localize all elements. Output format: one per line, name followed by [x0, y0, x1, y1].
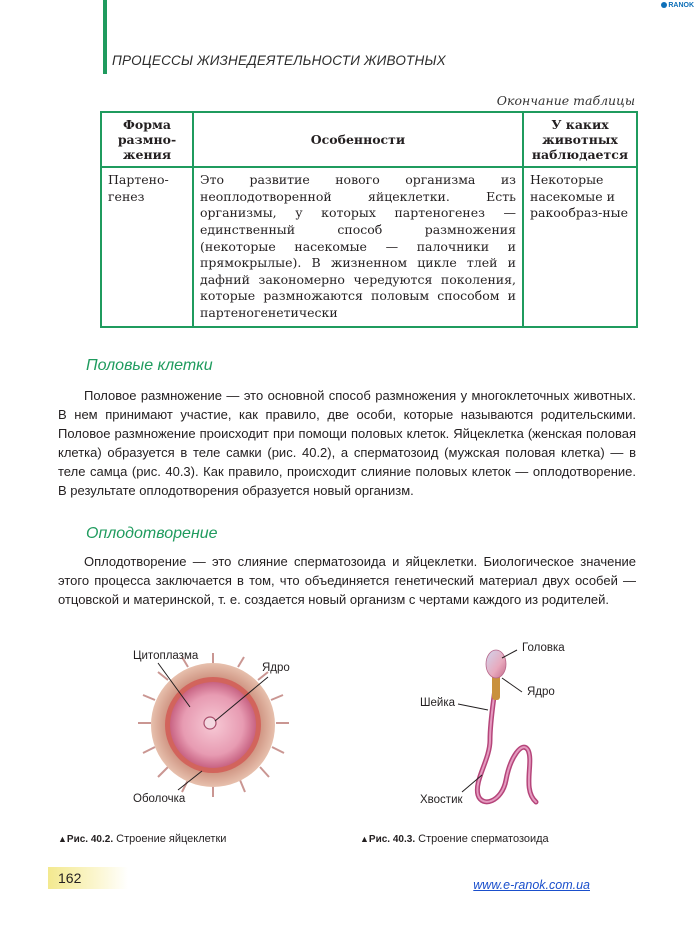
- section-heading-fertilization: Оплодотворение: [86, 525, 218, 542]
- label-sperm-nucleus: Ядро: [527, 686, 555, 698]
- footer-url-link[interactable]: www.e-ranok.com.ua: [473, 878, 590, 892]
- table-row: [101, 167, 637, 327]
- table-caption: Окончание таблицы: [496, 93, 635, 108]
- sperm-cell-illustration: [410, 640, 560, 820]
- head: [486, 650, 506, 678]
- label-tail: Хвостик: [420, 794, 463, 806]
- section-heading-sex-cells: Половые клетки: [86, 357, 213, 374]
- header-accent-bar: [103, 0, 107, 74]
- cell-form: Партено-генез: [101, 167, 193, 327]
- cell-features: Это развитие нового организма из неоплодотворенной яйцеклетки. Есть организмы, у которых партеногенез — единственный способ размножения (некоторые насекомые — палочники и прямокрылые). В жизненном цикле тлей и дафний закономерно чередуются поколения, которые размножаются половым способом и партеногенетически: [193, 167, 523, 327]
- publisher-logo: RANOK: [661, 2, 694, 9]
- label-membrane: Оболочка: [133, 793, 186, 805]
- label-head: Головка: [522, 642, 565, 654]
- label-egg-nucleus: Ядро: [262, 662, 290, 674]
- paragraph-sex-cells: Половое размножение — это основной способ размножения у многоклеточных животных. В нем принимают участие, как правило, две особи, которые называются родительскими. Половое размножение происходит при помощи половых клеток. Яйцеклетка (женская половая клетка) образуется в теле самки (рис. 40.2), а сперматозоид (мужская половая клетка) — в теле самца (рис. 40.3). Как правило, происходит слияние половых клеток — оплодотворение. В результате оплодотворения образуется новый организм.: [58, 388, 636, 498]
- header-features: Особенности: [193, 112, 523, 167]
- figure-caption-sperm: ▲Рис. 40.3. Строение сперматозоида: [360, 833, 549, 845]
- table-header-row: [101, 112, 637, 167]
- cell-animals: Некоторые насекомые и ракообраз-ные: [523, 167, 637, 327]
- running-header: ПРОЦЕССЫ ЖИЗНЕДЕЯТЕЛЬНОСТИ ЖИВОТНЫХ: [112, 53, 446, 68]
- header-form: Форма размно-жения: [101, 112, 193, 167]
- label-neck: Шейка: [420, 697, 456, 709]
- logo-icon: [661, 2, 667, 8]
- tail: [477, 680, 536, 802]
- caption-triangle-icon: ▲: [360, 834, 369, 844]
- reproduction-table: [100, 111, 638, 328]
- page-number: 162: [48, 867, 128, 889]
- caption-triangle-icon: ▲: [58, 834, 67, 844]
- label-cytoplasm: Цитоплазма: [133, 650, 199, 662]
- header-animals: У каких животных наблюдается: [523, 112, 637, 167]
- nucleus: [204, 717, 216, 729]
- paragraph-fertilization: Оплодотворение — это слияние сперматозоида и яйцеклетки. Биологическое значение этого процесса заключается в том, что объединяется генетический материал двух особей — отцовской и материнской, т. е. создается новый организм с чертами каждого из родителей.: [58, 554, 636, 607]
- figure-caption-egg: ▲Рис. 40.2. Строение яйцеклетки: [58, 833, 227, 845]
